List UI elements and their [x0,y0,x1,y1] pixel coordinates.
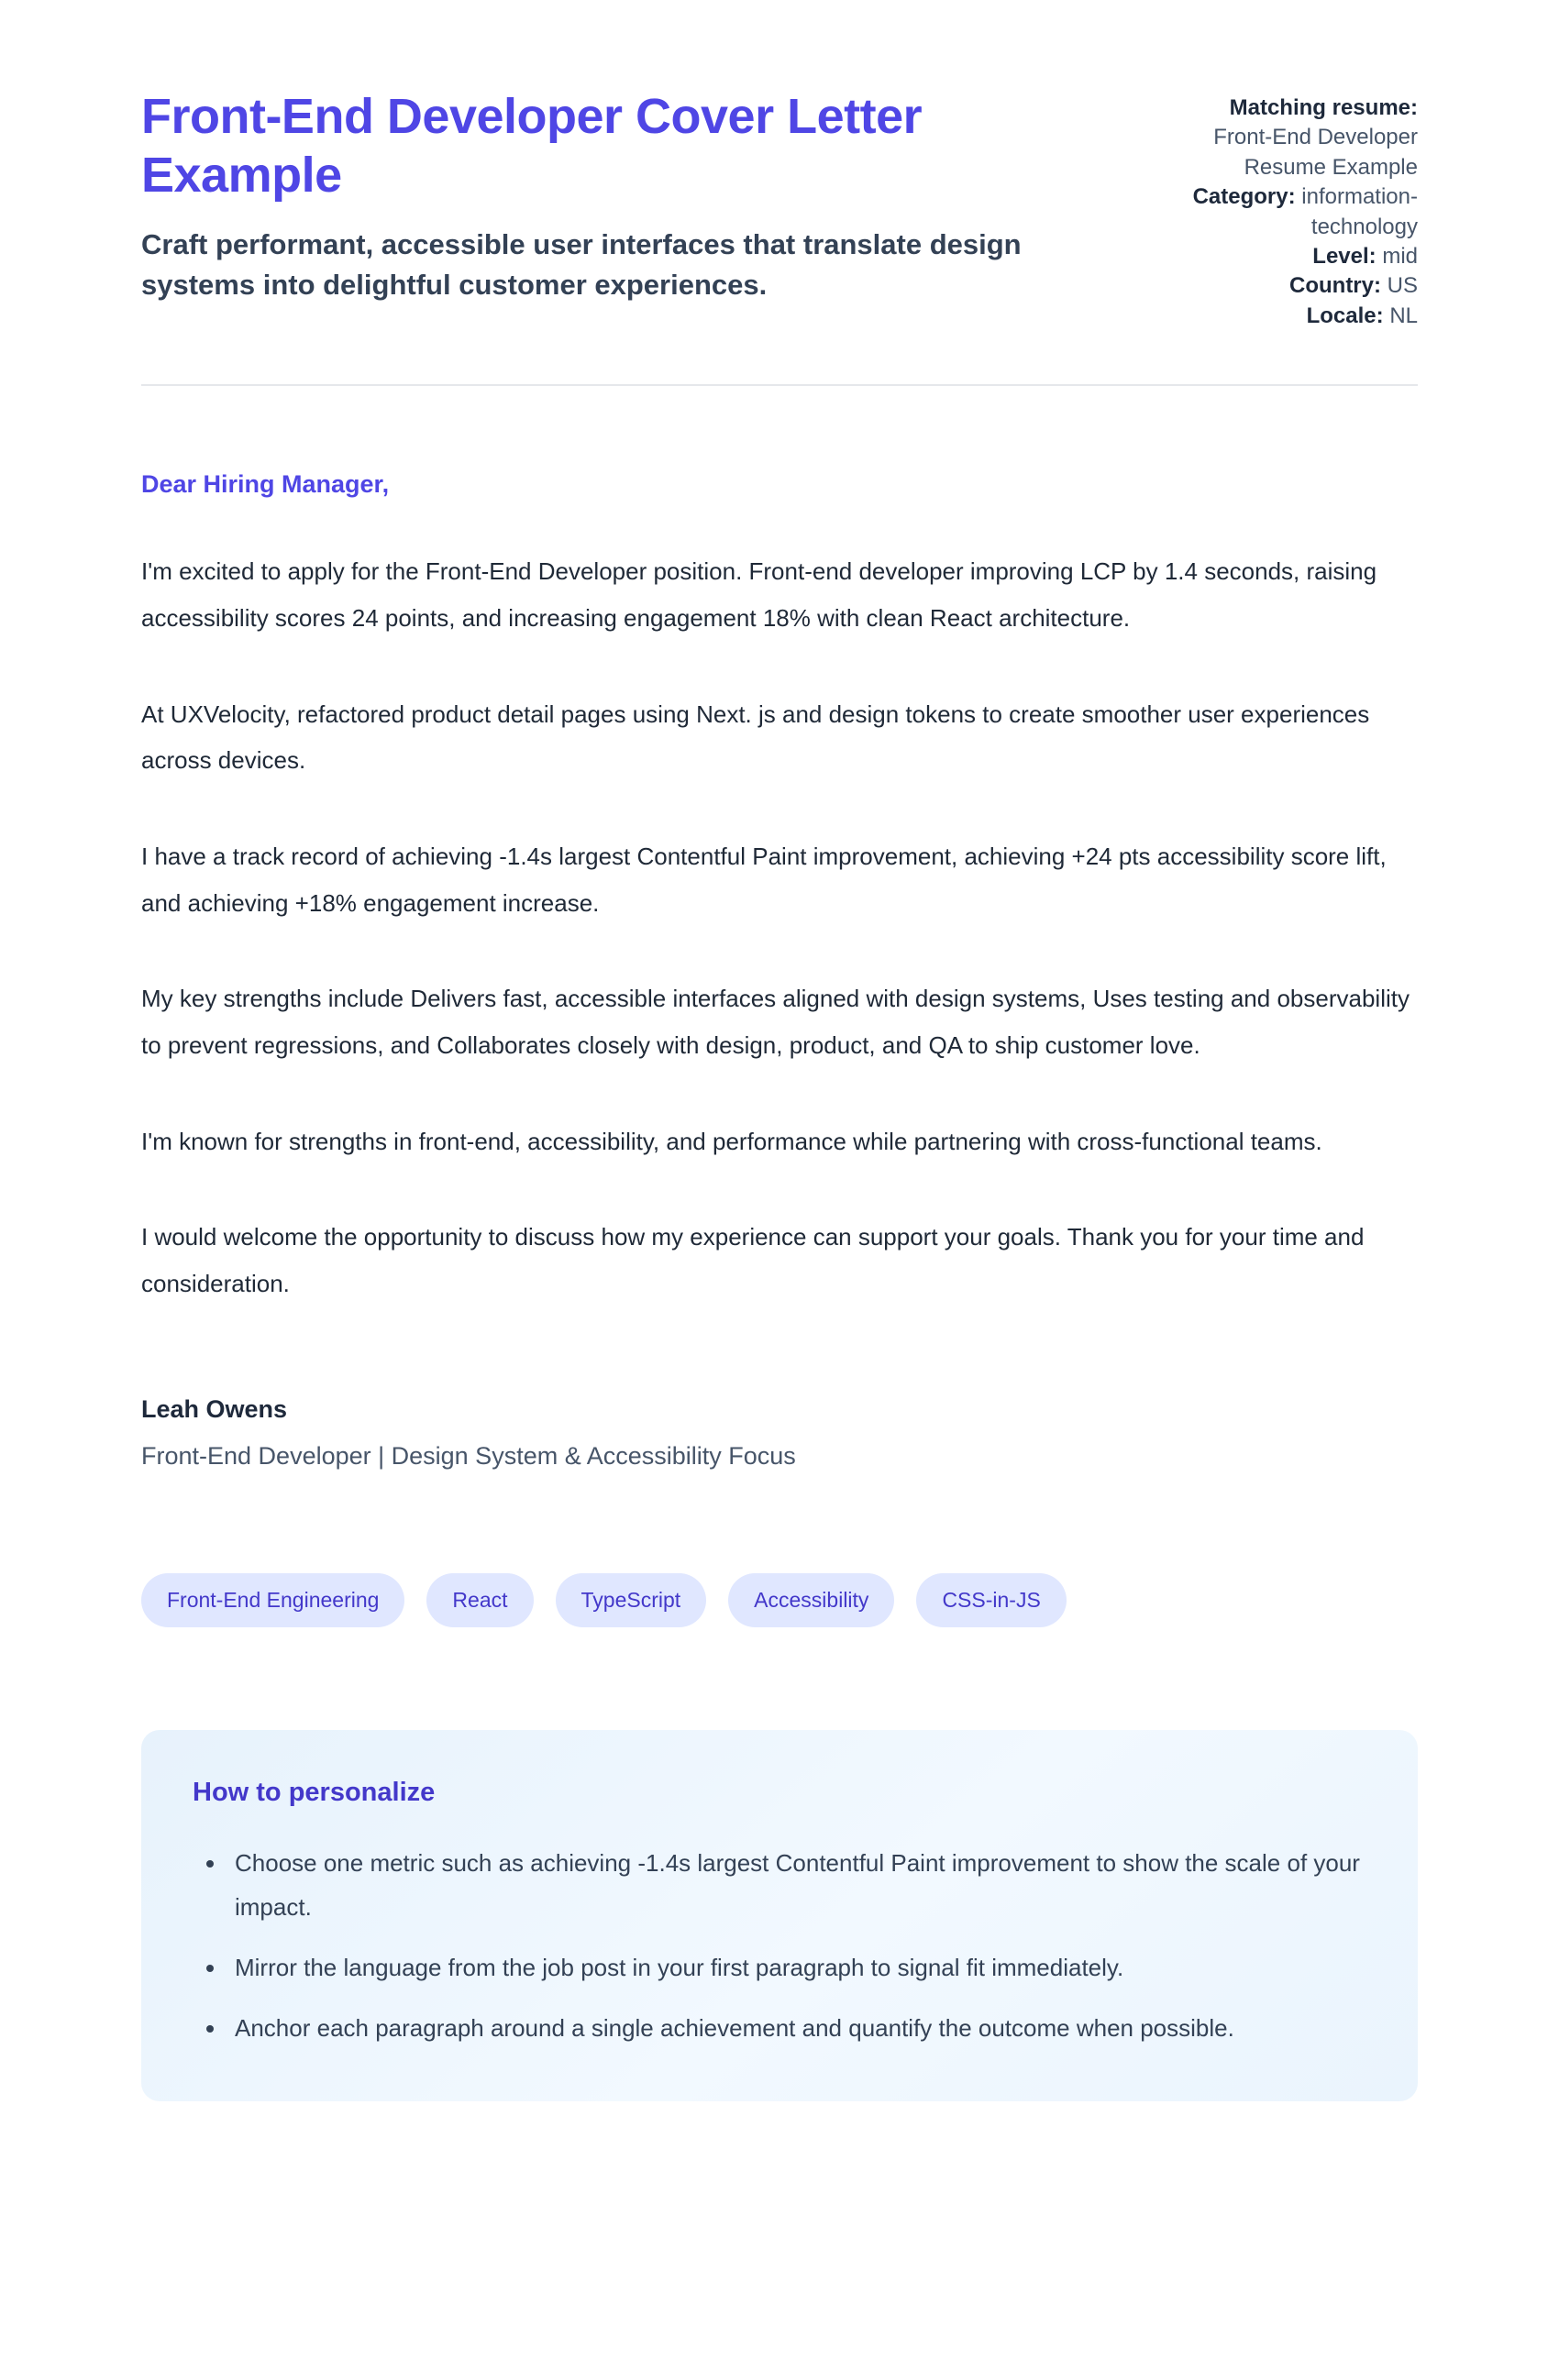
meta-category-value: information-technology [1301,184,1418,239]
personalize-list [193,1841,1366,2050]
meta-level-value: mid [1382,243,1418,269]
meta-category-label: Category: [1192,184,1296,210]
signature-name: Leah Owens [141,1394,288,1423]
meta-country-label: Country: [1289,273,1381,299]
tag-list [141,1573,1418,1627]
meta-matching-resume-label: Matching resume: [1229,95,1418,120]
page-title: Front-End Developer Cover Letter Example [141,89,923,203]
header-divider [141,384,1418,386]
tag-pill-front-end-engineering[interactable]: Front-End Engineering [141,1573,404,1627]
signature-role: Front-End Developer | Design System & Accessibility Focus [141,1441,796,1470]
letter-paragraph-1: I'm excited to apply for the Front-End Developer position. Front-end developer improving LCP by 1.4 seconds, raising accessibility scores 24 points, and increasing engagement 18% with clean React architecture. [141,557,1377,632]
meta-locale [1143,302,1418,331]
letter-paragraph-6: I would welcome the opportunity to discuss how my experience can support your goals. Thank you for your time and consideration. [141,1223,1365,1297]
personalize-item-3: • Anchor each paragraph around a single achievement and quantify the outcome when possible. [227,2006,1366,2050]
meta-locale-value: NL [1389,303,1418,328]
meta-panel [1143,88,1418,331]
personalize-callout [141,1730,1418,2101]
personalize-heading: How to personalize [193,1777,436,1807]
tag-pill-css-in-js[interactable]: CSS-in-JS [916,1573,1066,1627]
header-title-block [141,88,1095,304]
meta-category [1143,182,1418,242]
header [141,88,1418,331]
meta-country [1143,271,1418,301]
meta-country-value: US [1387,273,1418,299]
personalize-item-2: • Mirror the language from the job post in your first paragraph to signal fit immediately. [227,1945,1366,1989]
greeting: Dear Hiring Manager, [141,470,390,499]
tag-pill-typescript[interactable]: TypeScript [556,1573,707,1627]
letter-paragraph-5: I'm known for strengths in front-end, accessibility, and performance while partnering with cross-functional teams. [141,1127,1322,1155]
meta-locale-label: Locale: [1306,303,1384,328]
letter-paragraph-2: At UXVelocity, refactored product detail pages using Next. js and design tokens to create smoother user experiences across devices. [141,700,1370,775]
letter-body [141,470,1418,2101]
meta-level-label: Level: [1312,243,1377,269]
letter-paragraph-3: I have a track record of achieving -1.4s largest Contentful Paint improvement, achieving +24 pts accessibility score lift, and achieving +18% engagement increase. [141,842,1387,917]
meta-matching-resume-value: Front-End Developer Resume Example [1213,125,1418,180]
personalize-item-1: • Choose one metric such as achieving -1.4s largest Contentful Paint improvement to show the scale of your impact. [227,1841,1366,1929]
meta-matching-resume [1143,94,1418,182]
letter-paragraph-4: My key strengths include Delivers fast, accessible interfaces aligned with design systems, Uses testing and observability to prevent regressions, and Collaborates closely with design, product, and QA to ship customer love. [141,985,1410,1059]
meta-level [1143,242,1418,271]
tag-pill-accessibility[interactable]: Accessibility [728,1573,894,1627]
page-subtitle: Craft performant, accessible user interfaces that translate design systems into delightful customer experiences. [141,228,1022,301]
tag-pill-react[interactable]: React [426,1573,533,1627]
